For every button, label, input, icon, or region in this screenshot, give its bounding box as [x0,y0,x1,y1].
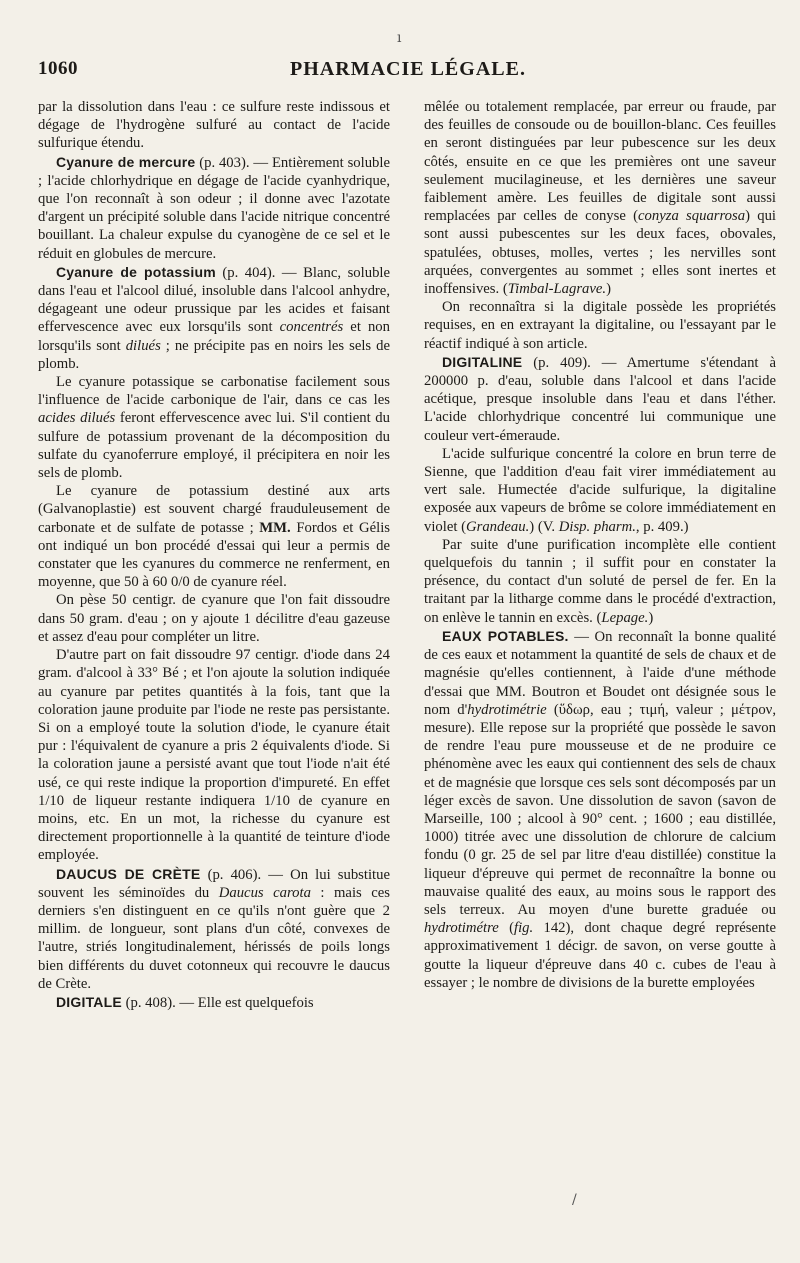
entry-heading: DIGITALE [56,993,122,1010]
entry-heading: DAUCUS DE CRÈTE [56,865,201,882]
entry-digitale: DIGITALE (p. 408). — Elle est quelquefois [56,993,314,1011]
right-column [424,98,776,992]
entry-daucus: DAUCUS DE CRÈTE (p. 406). — On lui substitue souvent les séminoïdes du Daucus carota : mais ces derniers s'en distinguent en ce qu'ils n'ont guère que 2 millim. de longueur, sont plans d'un côté, convexes de l'autre, striés longitudinalement, hérissés de poils longs bien différents du duvet cotonneux qui recouvre le daucus de Crète. [38,865,390,992]
stray-mark-top: ı [397,30,402,46]
entry-cyanure-potassium: Cyanure de potassium (p. 404). — Blanc, soluble dans l'eau et l'alcool dilué, insoluble dans l'alcool anhydre, dégageant une odeur prussique par les acides et faisant effervescence avec eux lorsqu'ils sont concentrés et non lorsqu'ils sont dilués ; ne précipite pas en noirs les sels de plomb. [38,263,391,372]
paragraph: On reconnaîtra si la digitale possède les propriétés requises, en en extrayant la digitaline, ou l'essayant par le réactif indiqué à son article. [424,299,776,352]
paragraph: Le cyanure de potassium destiné aux arts (Galvanoplastie) est souvent chargé frauduleusement de carbonate et de sulfate de potasse ; MM. Fordos et Gélis ont indiqué un bon procédé d'essai qui leur a permis de constater que les cyanures du commerce ne renferment, en moyenne, que 50 à 60 0/0 de cyanure réel. [38,483,390,591]
paragraph: Par suite d'une purification incomplète elle contient quelquefois du tannin ; il suffit pour en constater la présence, du contact d'un soluté de persel de fer. En la traitant par la litharge comme dans le procédé d'extraction, on enlève le tannin en excès. (Lepage.) [424,536,776,626]
entry-eaux-potables: EAUX POTABLES. — On reconnaît la bonne qualité de ces eaux et notamment la quantité de sels de chaux et de magnésie qu'elles contiennent, à l'aide d'une méthode d'essai que MM. Boutron et Boudet ont désignée sous le nom d'hydrotimétrie (ὕδωρ, eau ; τιμή, valeur ; μέτρον, mesure). Elle repose sur la propriété que possède le savon de rendre l'eau pure mousseuse et de ne produire ce phénomène avec les eaux qui contiennent des sels de chaux et de magnésie que lorsque ces sels sont décomposés par un léger excès de savon. Une dissolution de savon (savon de Marseille, 100 ; alcool à 90° cent. ; 1600 ; eau distillée, 1000) titrée avec une dissolution de chlorure de calcium fondu (0 gr. 25 de sel par litre d'eau distillée) constitue la liqueur d'épreuve qui permet de reconnaître la bonne ou mauvaise qualité des eaux, au moins sous le rapport des sels terreux. Au moyen d'une burette graduée ou hydrotimétre (fig. 142), dont chaque degré représente approximativement 1 décigr. de savon, on verse goutte à goutte la liqueur d'épreuve dans 40 c. cubes de l'eau à essayer ; le nombre de divisions de la burette employées [424,627,776,991]
paragraph: D'autre part on fait dissoudre 97 centigr. d'iode dans 24 gram. d'alcool à 33° Bé ; et l'on ajoute la solution indiquée au cyanure par petites quantités à la fois, tant que la coloration jaune produite par l'iode ne reste pas persistante. Si on a employé toute la solution d'iode, le cyanure était pur : l'équivalent de cyanure a pris 2 équivalents d'iode. Si la coloration jaune a persisté avant que tout l'iode n'ait été usé, ce qui reste indique la proportion d'impureté. En effet 1/10 de liqueur restante indiquera 1/10 de cyanure en moins, etc. En un mot, la richesse du cyanure est directement proportionnelle à la quantité de teinture d'iode employée. [38,647,390,864]
running-title: PHARMACIE LÉGALE. [290,58,526,80]
entry-heading: DIGITALINE [442,353,523,370]
entry-heading: Cyanure de potassium [56,263,216,280]
entry-heading: EAUX POTABLES. [442,627,569,644]
paragraph: mêlée ou totalement remplacée, par erreur ou fraude, par des feuilles de consoude ou de bouillon-blanc. Ces feuilles en seront distinguées par leur pubescence sur les deux côtés, ensuite en ce que les premières ont une saveur seulement mucilagineuse, et les dernières une saveur faiblement amère. Les feuilles de digitale sont aussi remplacées par celles de conyse (conyza squarrosa) qui sont aussi pubescentes sur les deux faces, obovales, spatulées, obtuses, molles, vertes ; les nervilles sont arquées, convergentes au sommet ; elles sont inertes et inoffensives. (Timbal-Lagrave.) [424,99,776,298]
paragraph: Le cyanure potassique se carbonatise facilement sous l'influence de l'acide carbonique de l'air, dans ce cas les acides dilués feront effervescence avec lui. S'il contient du sulfure de potassium provenant de la décomposition du sulfate du cyanoferrure employé, il précipitera en noir les sels de plomb. [38,374,390,482]
page-number: 1060 [38,58,78,79]
paragraph: par la dissolution dans l'eau : ce sulfure reste indissous et dégage de l'hydrogène sulfuré au contact de l'acide sulfurique étendu. [38,99,390,152]
paragraph: On pèse 50 centigr. de cyanure que l'on fait dissoudre dans 50 gram. d'eau ; on y ajoute 1 décilitre d'eau gazeuse et assez d'eau pour compléter un litre. [38,592,390,645]
left-column [38,98,390,1012]
entry-heading: Cyanure de mercure [56,153,196,170]
page-header [38,58,778,88]
entry-digitaline: DIGITALINE (p. 409). — Amertume s'étendant à 200000 p. d'eau, soluble dans l'alcool et dans l'acide acétique, presque insoluble dans l'eau et dans l'éther. L'acide chlorhydrique concentré lui communique une couleur vert-émeraude. [424,353,776,444]
stray-mark-bottom: / [572,1192,577,1208]
entry-cyanure-mercure: Cyanure de mercure (p. 403). — Entièrement soluble ; l'acide chlorhydrique en dégage de l'acide cyanhydrique, que l'on reconnaît à son odeur ; il donne avec l'azotate d'argent un précipité soluble dans l'acide nitrique concentré bouillant. La chaleur expulse du cyanogène de ce sel et le réduit en globules de mercure. [38,153,391,262]
paragraph: L'acide sulfurique concentré la colore en brun terre de Sienne, que l'addition d'eau fait virer immédiatement au vert sale. Humectée d'acide sulfurique, la digitaline exposée aux vapeurs de brôme se colore immédiatement en violet (Grandeau.) (V. Disp. pharm., p. 409.) [424,445,776,535]
